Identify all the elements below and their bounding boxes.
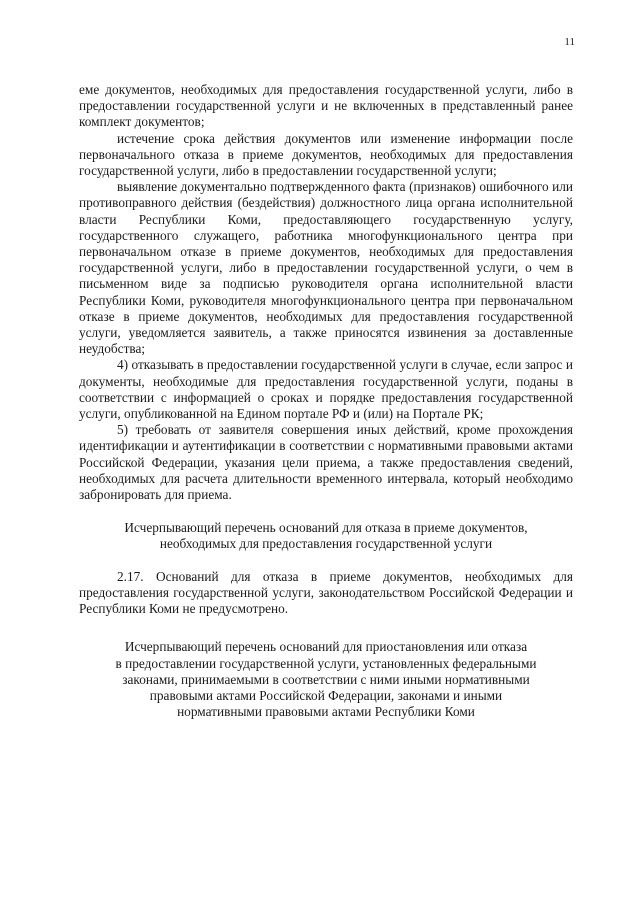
heading-line: законами, принимаемыми в соответствии с ними иными нормативными: [122, 671, 530, 687]
heading-line: Исчерпывающий перечень оснований для отказа в приеме документов,: [124, 520, 528, 536]
paragraph-item-5: 5) требовать от заявителя совершения иных действий, кроме прохождения идентификации и аутентификации в соответствии с нормативными правовыми актами Российской Федерации, указания цели приема, а также предоставления сведений, необходимых для расчета длительности временного интервала, который необходимо забронировать для приема.: [79, 422, 573, 503]
heading-line: в предоставлении государственной услуги, установленных федеральными: [115, 655, 537, 671]
paragraph-2-17: 2.17. Оснований для отказа в приеме документов, необходимых для предоставления государственной услуги, законодательством Российской Федерации и Республики Коми не предусмотрено.: [79, 568, 573, 617]
section-heading-refusal-grounds: [79, 520, 573, 552]
paragraph-expiry: истечение срока действия документов или изменение информации после первоначального отказа в приеме документов, необходимых для предоставления государственной услуги, либо в предоставлении государственной услуги;: [79, 130, 573, 179]
page-number: 11: [564, 36, 575, 48]
paragraph-error-detection: выявление документально подтвержденного факта (признаков) ошибочного или противоправного действия (бездействия) должностного лица органа исполнительной власти Республики Коми, предоставляющего государственную услугу, государственного служащего, работника многофункционального центра при первоначальном отказе в приеме документов, необходимых для предоставления государственной услуги, либо в предоставлении государственной услуги, о чем в письменном виде за подписью руководителя органа исполнительной власти Республики Коми, руководителя многофункционального центра при первоначальном отказе в приеме документов, необходимых для предоставления государственной услуги, уведомляется заявитель, а также приносятся извинения за доставленные неудобства;: [79, 179, 573, 357]
paragraph-continuation: еме документов, необходимых для предоставления государственной услуги, либо в предоставлении государственной услуги и не включенных в представленный ранее комплект документов;: [79, 82, 573, 130]
heading-line: необходимых для предоставления государственной услуги: [159, 536, 493, 552]
heading-line: правовыми актами Российской Федерации, законами и иными: [149, 687, 503, 703]
heading-line: Исчерпывающий перечень оснований для приостановления или отказа: [124, 639, 528, 655]
heading-line: нормативными правовыми актами Республики Коми: [177, 704, 475, 720]
section-heading-suspension-grounds: [79, 639, 573, 720]
paragraph-item-4: 4) отказывать в предоставлении государственной услуги в случае, если запрос и документы, необходимые для предоставления государственной услуги, поданы в соответствии с информацией о сроках и порядке предоставления государственной услуги, опубликованной на Едином портале РФ и (или) на Портале РК;: [79, 357, 573, 422]
document-body: [79, 82, 573, 720]
